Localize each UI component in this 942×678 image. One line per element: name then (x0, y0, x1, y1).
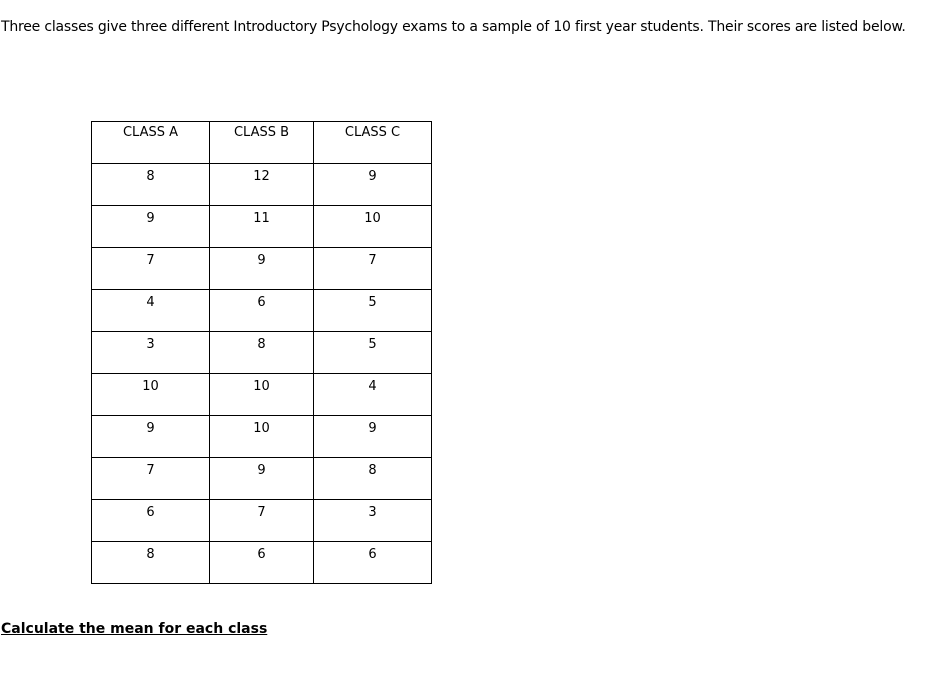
table-cell: 6 (210, 290, 314, 332)
table-cell: 6 (92, 500, 210, 542)
table-cell: 9 (92, 206, 210, 248)
table-row (92, 248, 432, 290)
table-cell: 8 (92, 164, 210, 206)
table-cell: 10 (314, 206, 432, 248)
table-row (92, 164, 432, 206)
table-cell: 10 (210, 416, 314, 458)
table-cell: 9 (314, 164, 432, 206)
table-cell: 11 (210, 206, 314, 248)
table-cell: 8 (314, 458, 432, 500)
table-cell: 8 (92, 542, 210, 584)
table-row (92, 500, 432, 542)
table-cell: 3 (92, 332, 210, 374)
table-cell: 9 (314, 416, 432, 458)
table-row (92, 206, 432, 248)
table-cell: 3 (314, 500, 432, 542)
table-row (92, 290, 432, 332)
table-cell: 4 (314, 374, 432, 416)
header-class-a: CLASS A (92, 122, 210, 164)
table-row (92, 542, 432, 584)
header-class-c: CLASS C (314, 122, 432, 164)
table-cell: 9 (210, 458, 314, 500)
table-cell: 8 (210, 332, 314, 374)
table-row (92, 458, 432, 500)
table-row (92, 416, 432, 458)
table-cell: 7 (314, 248, 432, 290)
table-cell: 7 (92, 248, 210, 290)
table-cell: 7 (92, 458, 210, 500)
table-cell: 7 (210, 500, 314, 542)
table-cell: 6 (314, 542, 432, 584)
table-cell: 5 (314, 332, 432, 374)
table-row (92, 374, 432, 416)
scores-table (91, 121, 432, 584)
table-cell: 4 (92, 290, 210, 332)
table-cell: 6 (210, 542, 314, 584)
table-cell: 5 (314, 290, 432, 332)
table-header-row (92, 122, 432, 164)
table-cell: 10 (210, 374, 314, 416)
table-row (92, 332, 432, 374)
table-cell: 10 (92, 374, 210, 416)
header-class-b: CLASS B (210, 122, 314, 164)
intro-paragraph: Three classes give three different Introductory Psychology exams to a sample of 10 first year students. Their scores are listed below. (1, 19, 906, 35)
table-cell: 9 (210, 248, 314, 290)
table-cell: 9 (92, 416, 210, 458)
table-cell: 12 (210, 164, 314, 206)
task-instruction: Calculate the mean for each class (1, 621, 268, 637)
